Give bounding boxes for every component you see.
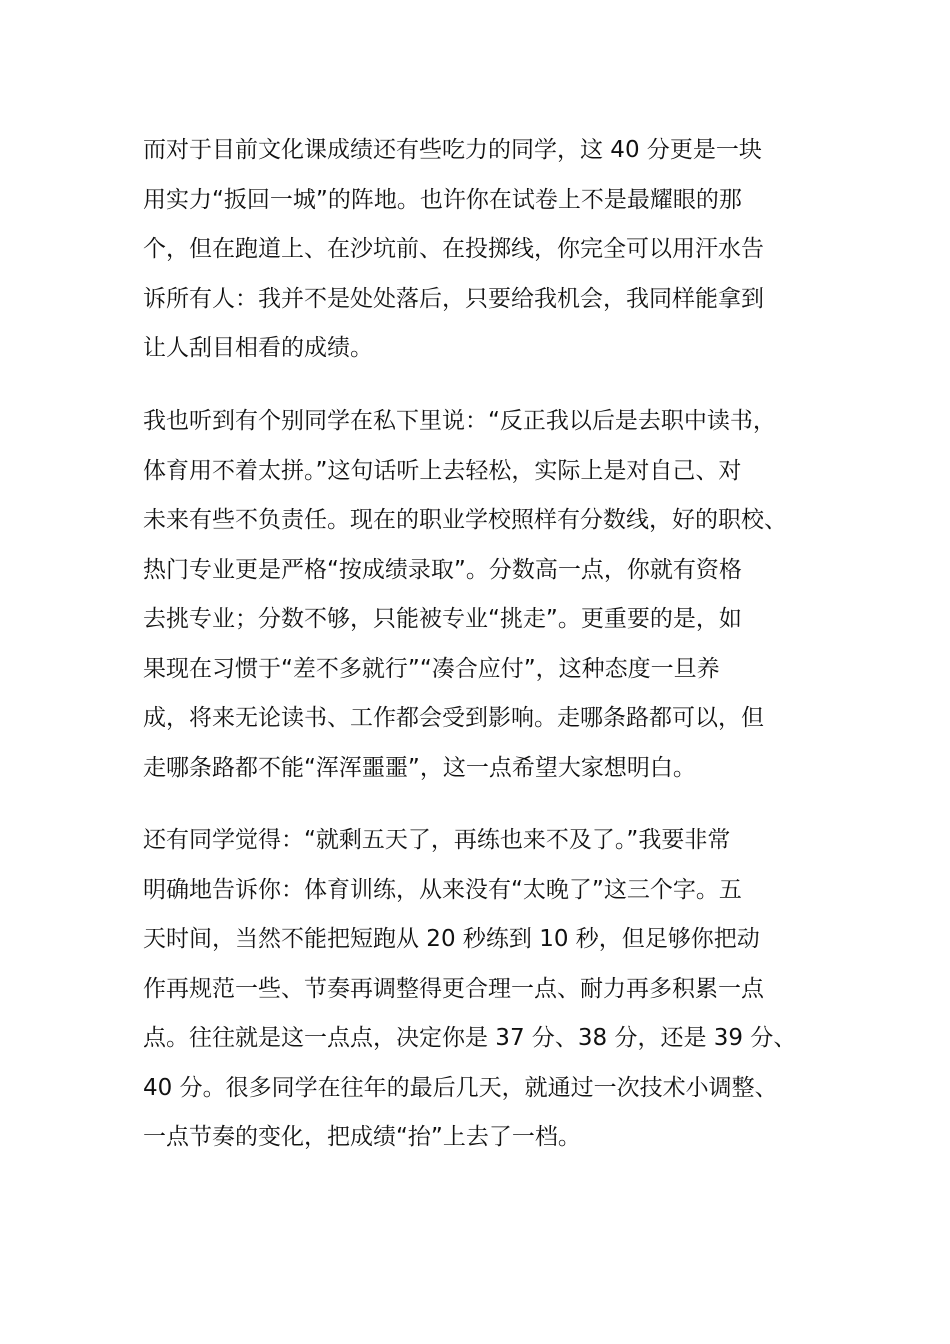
- text-line: 让人刮目相看的成绩。: [143, 335, 373, 361]
- text-line: 明确地告诉你：体育训练，从来没有“太晚了”这三个字。五: [143, 876, 742, 903]
- text-line: 天时间，当然不能把短跑从 20 秒练到 10 秒，但足够你把动: [143, 926, 760, 952]
- text-line: 走哪条路都不能“浑浑噩噩”，这一点希望大家想明白。: [143, 754, 696, 781]
- text-line: 作再规范一些、节奏再调整得更合理一点、耐力再多积累一点: [143, 975, 764, 1002]
- text-line: 40 分。很多同学在往年的最后几天，就通过一次技术小调整、: [143, 1074, 778, 1101]
- text-line: 诉所有人：我并不是处处落后，只要给我机会，我同样能拿到: [143, 285, 764, 312]
- paragraph-1: [143, 126, 823, 374]
- paragraph-3: [143, 816, 823, 1163]
- text-line: 还有同学觉得：“就剩五天了，再练也来不及了。”我要非常: [143, 827, 731, 853]
- text-line: 成，将来无论读书、工作都会受到影响。走哪条路都可以，但: [143, 705, 764, 731]
- text-line: 点。往往就是这一点点，决定你是 37 分、38 分，还是 39 分、: [143, 1025, 797, 1051]
- text-line: 体育用不着太拼。”这句话听上去轻松，实际上是对自己、对: [143, 457, 742, 484]
- text-line: 用实力“扳回一城”的阵地。也许你在试卷上不是最耀眼的那: [143, 186, 742, 213]
- text-line: 而对于目前文化课成绩还有些吃力的同学，这 40 分更是一块: [143, 137, 762, 163]
- text-line: 我也听到有个别同学在私下里说：“反正我以后是去职中读书，: [143, 408, 776, 434]
- text-line: 个，但在跑道上、在沙坑前、在投掷线，你完全可以用汗水告: [143, 236, 764, 262]
- text-line: 一点节奏的变化，把成绩“抬”上去了一档。: [143, 1124, 581, 1150]
- text-line: 果现在习惯于“差不多就行”“凑合应付”，这种态度一旦养: [143, 655, 720, 682]
- paragraph-2: [143, 397, 823, 793]
- text-line: 热门专业更是严格“按成绩录取”。分数高一点，你就有资格: [143, 556, 742, 583]
- text-line: 未来有些不负责任。现在的职业学校照样有分数线，好的职校、: [143, 507, 787, 533]
- text-line: 去挑专业；分数不够，只能被专业“挑走”。更重要的是，如: [143, 606, 742, 632]
